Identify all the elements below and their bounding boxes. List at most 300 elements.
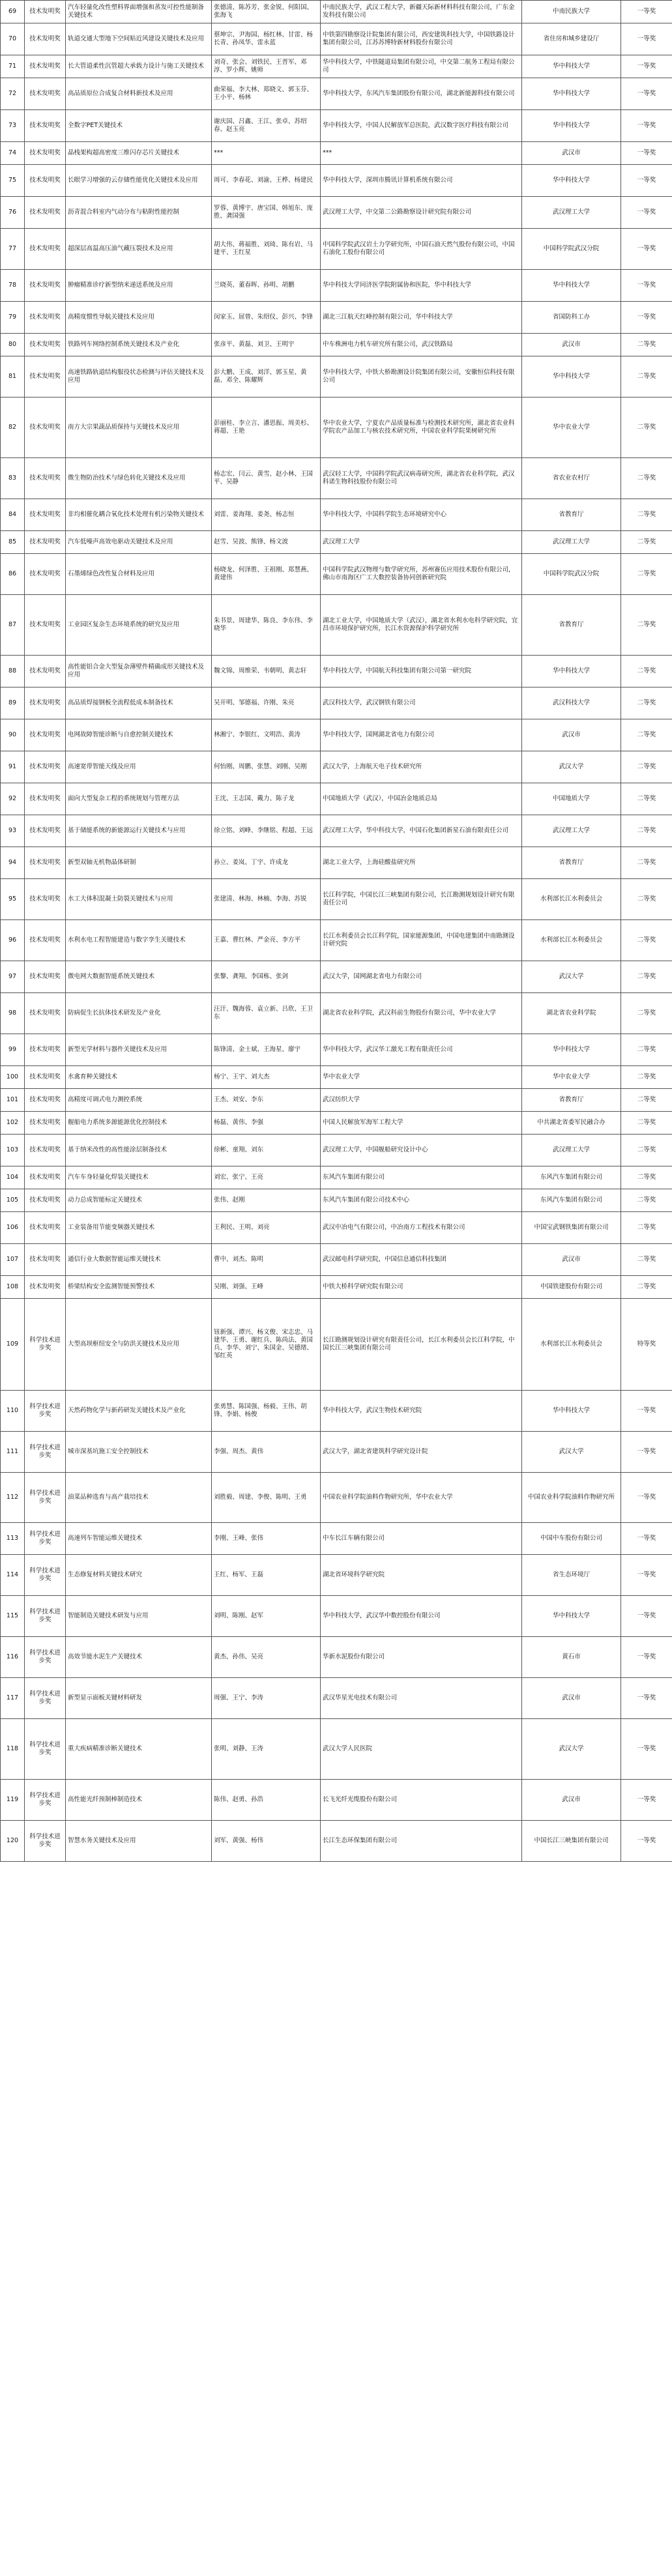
recommender-cell: 武汉市	[522, 334, 621, 356]
award-level-cell: 二等奖	[621, 961, 672, 993]
award-type-cell: 技术发明奖	[25, 302, 66, 334]
completers-cell: 徐立铭、刘峰、李继铭、程超、王远	[212, 815, 321, 847]
award-level-cell: 一等奖	[621, 23, 672, 55]
completing-units-cell: 湖北工业大学，中国地质大学（武汉），湖北省水利水电科学研究院，宜昌市环境保护研究所，长江水资源保护科学研究所	[321, 595, 522, 656]
row-number-cell: 116	[1, 1637, 25, 1678]
project-name-cell: 南方大宗果蔬品质保持与关键技术及应用	[66, 398, 212, 458]
table-row	[1, 920, 672, 961]
completing-units-cell: 华中科技大学，东风汽车集团股份有限公司，湖北新能源科技有限公司	[321, 78, 522, 110]
row-number-cell: 80	[1, 334, 25, 356]
completers-cell: 汪汗、魏海蓉、袁立新、吕欣、王卫东	[212, 993, 321, 1034]
row-number-cell: 112	[1, 1473, 25, 1523]
award-type-cell: 技术发明奖	[25, 55, 66, 78]
row-number-cell: 94	[1, 847, 25, 879]
completing-units-cell: 中国科学院武汉物理与数学研究所，苏州赛伍应用技术股份有限公司，佛山市南海区广工大数控装备协同创新研究院	[321, 554, 522, 595]
recommender-cell: 武汉大学	[522, 751, 621, 783]
project-name-cell: 桥梁结构安全监测智能预警技术	[66, 1276, 212, 1299]
completing-units-cell: 华新水泥股份有限公司	[321, 1637, 522, 1678]
recommender-cell: 中国地质大学	[522, 783, 621, 815]
recommender-cell: 水利部长江水利委员会	[522, 879, 621, 920]
award-type-cell: 技术发明奖	[25, 595, 66, 656]
row-number-cell: 92	[1, 783, 25, 815]
recommender-cell: 武汉大学	[522, 1719, 621, 1780]
table-row	[1, 1135, 672, 1166]
project-name-cell: 水利水电工程智能建造与数字孪生关键技术	[66, 920, 212, 961]
completers-cell: 周可、李春花、刘渝、王桦、杨建民	[212, 165, 321, 197]
completing-units-cell: 长江生态环保集团有限公司	[321, 1821, 522, 1862]
recommender-cell: 中国农业科学院油料作物研究所	[522, 1473, 621, 1523]
recommender-cell: 武汉理工大学	[522, 1135, 621, 1166]
completing-units-cell: 华中科技大学，武汉生物技术研究院	[321, 1391, 522, 1432]
completers-cell: 魏文锦、周维荣、韦朝明、黄志轩	[212, 656, 321, 687]
completers-cell: 李强、周杰、黄伟	[212, 1432, 321, 1473]
row-number-cell: 106	[1, 1212, 25, 1244]
completing-units-cell: 华中科技大学，中国人民解放军总医院，武汉数字医疗科技有限公司	[321, 110, 522, 142]
table-row	[1, 961, 672, 993]
row-number-cell: 99	[1, 1034, 25, 1066]
award-level-cell: 二等奖	[621, 656, 672, 687]
completing-units-cell: 华中科技大学同济医学院附属协和医院，华中科技大学	[321, 270, 522, 302]
completing-units-cell: 华中科技大学，国网湖北省电力有限公司	[321, 719, 522, 751]
table-row	[1, 1034, 672, 1066]
row-number-cell: 97	[1, 961, 25, 993]
row-number-cell: 82	[1, 398, 25, 458]
award-level-cell: 一等奖	[621, 1523, 672, 1555]
table-row	[1, 1189, 672, 1212]
table-row	[1, 1780, 672, 1821]
award-level-cell: 一等奖	[621, 302, 672, 334]
table-row	[1, 302, 672, 334]
project-name-cell: 高效节能水泥生产关键技术	[66, 1637, 212, 1678]
completers-cell: 徐彬、童翔、刘东	[212, 1135, 321, 1166]
award-type-cell: 科学技术进步奖	[25, 1637, 66, 1678]
award-type-cell: 科学技术进步奖	[25, 1391, 66, 1432]
table-row	[1, 531, 672, 554]
completing-units-cell: 武汉轻工大学，中国科学院武汉病毒研究所，湖北省农业科学院，武汉科诺生物科技股份有限公司	[321, 458, 522, 499]
recommender-cell: 中国铁建股份有限公司	[522, 1276, 621, 1299]
completing-units-cell: 长飞光纤光缆股份有限公司	[321, 1780, 522, 1821]
recommender-cell: 水利部长江水利委员会	[522, 920, 621, 961]
completing-units-cell: 武汉大学，国网湖北省电力有限公司	[321, 961, 522, 993]
completers-cell: 刘胜毅、周建、李俊、陈明、王勇	[212, 1473, 321, 1523]
project-name-cell: 全数字PET关键技术	[66, 110, 212, 142]
completing-units-cell: 湖北省农业科学院，武汉科前生物股份有限公司，华中农业大学	[321, 993, 522, 1034]
award-type-cell: 技术发明奖	[25, 751, 66, 783]
project-name-cell: 微生物防治技术与绿色转化关键技术及应用	[66, 458, 212, 499]
award-level-cell: 一等奖	[621, 1391, 672, 1432]
row-number-cell: 114	[1, 1555, 25, 1596]
completing-units-cell: 华中科技大学，武汉华工激光工程有限责任公司	[321, 1034, 522, 1066]
award-level-cell: 二等奖	[621, 1066, 672, 1089]
completing-units-cell: 武汉中冶电气有限公司，中冶南方工程技术有限公司	[321, 1212, 522, 1244]
row-number-cell: 72	[1, 78, 25, 110]
award-type-cell: 技术发明奖	[25, 78, 66, 110]
recommender-cell: 中南民族大学	[522, 1, 621, 23]
table-row	[1, 1473, 672, 1523]
completing-units-cell: 长江勘测规划设计研究有限责任公司，长江水利委员会长江科学院，中国长江三峡集团有限公司	[321, 1299, 522, 1391]
table-row	[1, 993, 672, 1034]
project-name-cell: 电网故障智能诊断与自愈控制关键技术	[66, 719, 212, 751]
recommender-cell: 华中科技大学	[522, 1596, 621, 1637]
project-name-cell: 水禽育种关键技术	[66, 1066, 212, 1089]
award-type-cell: 技术发明奖	[25, 270, 66, 302]
completers-cell: 彭大鹏、王成、刘洋、郭玉星、黄磊、邓全、陈耀辉	[212, 356, 321, 398]
project-name-cell: 防病促生长抗体技术研发及产业化	[66, 993, 212, 1034]
row-number-cell: 73	[1, 110, 25, 142]
recommender-cell: 华中科技大学	[522, 78, 621, 110]
recommender-cell: 省教育厅	[522, 595, 621, 656]
project-name-cell: 生态修复材料关键技术研究	[66, 1555, 212, 1596]
recommender-cell: 省教育厅	[522, 847, 621, 879]
award-type-cell: 技术发明奖	[25, 1166, 66, 1189]
completing-units-cell: 武汉理工大学	[321, 531, 522, 554]
completing-units-cell: 中南民族大学，武汉工程大学，新疆天际新材料科技有限公司，广东金发科技有限公司	[321, 1, 522, 23]
award-type-cell: 技术发明奖	[25, 398, 66, 458]
project-name-cell: 智慧水务关键技术及应用	[66, 1821, 212, 1862]
award-level-cell: 二等奖	[621, 879, 672, 920]
row-number-cell: 108	[1, 1276, 25, 1299]
award-type-cell: 技术发明奖	[25, 1212, 66, 1244]
row-number-cell: 90	[1, 719, 25, 751]
completers-cell: 张黎、龚翔、李国栋、张剑	[212, 961, 321, 993]
table-row	[1, 1166, 672, 1189]
award-level-cell: 一等奖	[621, 110, 672, 142]
award-level-cell: 二等奖	[621, 1135, 672, 1166]
row-number-cell: 119	[1, 1780, 25, 1821]
row-number-cell: 113	[1, 1523, 25, 1555]
project-name-cell: 工业装备用节能变频器关键技术	[66, 1212, 212, 1244]
table-row	[1, 879, 672, 920]
completing-units-cell: 华中科技大学，中铁大桥勘测设计院集团有限公司，安徽恒信科技有限公司	[321, 356, 522, 398]
project-name-cell: 非均相催化耦合氧化技术处理有机污染物关键技术	[66, 499, 212, 531]
completing-units-cell: 华中科技大学，中铁隧道局集团有限公司，中交第二航务工程局有限公司	[321, 55, 522, 78]
project-name-cell: 长眼学习增强的云存储性能优化关键技术及应用	[66, 165, 212, 197]
completers-cell: 曹中、刘杰、陈明	[212, 1244, 321, 1276]
table-row	[1, 142, 672, 165]
recommender-cell: 水利部长江水利委员会	[522, 1299, 621, 1391]
row-number-cell: 107	[1, 1244, 25, 1276]
table-row	[1, 1555, 672, 1596]
row-number-cell: 103	[1, 1135, 25, 1166]
project-name-cell: 天然药物化学与新药研发关键技术及产业化	[66, 1391, 212, 1432]
award-level-cell: 二等奖	[621, 499, 672, 531]
completing-units-cell: 武汉纺织大学	[321, 1089, 522, 1112]
table-row	[1, 334, 672, 356]
award-level-cell: 一等奖	[621, 55, 672, 78]
completing-units-cell: 东风汽车集团有限公司	[321, 1166, 522, 1189]
completing-units-cell: 华中科技大学，深圳市腾讯计算机系统有限公司	[321, 165, 522, 197]
completers-cell: 杨宁、王宇、刘大杰	[212, 1066, 321, 1089]
table-row	[1, 55, 672, 78]
award-type-cell: 技术发明奖	[25, 1189, 66, 1212]
award-level-cell: 一等奖	[621, 270, 672, 302]
award-type-cell: 科学技术进步奖	[25, 1299, 66, 1391]
award-type-cell: 技术发明奖	[25, 1066, 66, 1089]
completers-cell: 杨磊、黄伟、李强	[212, 1112, 321, 1135]
recommender-cell: 省教育厅	[522, 1089, 621, 1112]
recommender-cell: 华中科技大学	[522, 656, 621, 687]
award-level-cell: 二等奖	[621, 719, 672, 751]
award-level-cell: 一等奖	[621, 1596, 672, 1637]
award-level-cell: 二等奖	[621, 554, 672, 595]
award-type-cell: 技术发明奖	[25, 847, 66, 879]
completers-cell: 王杰、刘安、李东	[212, 1089, 321, 1112]
row-number-cell: 120	[1, 1821, 25, 1862]
award-type-cell: 技术发明奖	[25, 1112, 66, 1135]
award-level-cell: 二等奖	[621, 1089, 672, 1112]
table-row	[1, 458, 672, 499]
row-number-cell: 87	[1, 595, 25, 656]
completers-cell: 赵雪、吴波、熊锋、杨文波	[212, 531, 321, 554]
award-level-cell: 一等奖	[621, 1780, 672, 1821]
recommender-cell: 中国宝武钢铁集团有限公司	[522, 1212, 621, 1244]
award-level-cell: 二等奖	[621, 920, 672, 961]
completing-units-cell: 武汉华星光电技术有限公司	[321, 1678, 522, 1719]
project-name-cell: 高速铁路轨道结构服役状态检测与评估关键技术及应用	[66, 356, 212, 398]
project-name-cell: 长大管道柔性沉管超大承载力设计与施工关键技术	[66, 55, 212, 78]
table-row	[1, 23, 672, 55]
project-name-cell: 超深层高温高压油气藏压裂技术及应用	[66, 229, 212, 270]
table-row	[1, 1244, 672, 1276]
completing-units-cell: ***	[321, 142, 522, 165]
award-type-cell: 技术发明奖	[25, 165, 66, 197]
completers-cell: 兰晓英、董春晖、孙明、胡鹏	[212, 270, 321, 302]
award-type-cell: 技术发明奖	[25, 1089, 66, 1112]
row-number-cell: 98	[1, 993, 25, 1034]
completing-units-cell: 中铁大桥科学研究院有限公司	[321, 1276, 522, 1299]
completers-cell: 吴刚、刘强、王峰	[212, 1276, 321, 1299]
completers-cell: 刘奇、张会、刘铁民、王晋军、邓淳、罗小辉、姚师	[212, 55, 321, 78]
recommender-cell: 湖北省农业科学院	[522, 993, 621, 1034]
table-row	[1, 110, 672, 142]
award-type-cell: 科学技术进步奖	[25, 1596, 66, 1637]
completers-cell: 吴开明、邹德福、许刚、朱亮	[212, 687, 321, 719]
award-level-cell: 二等奖	[621, 751, 672, 783]
table-row	[1, 499, 672, 531]
award-type-cell: 科学技术进步奖	[25, 1821, 66, 1862]
award-type-cell: 技术发明奖	[25, 1135, 66, 1166]
row-number-cell: 78	[1, 270, 25, 302]
completers-cell: 张明、刘静、王涛	[212, 1719, 321, 1780]
award-level-cell: 二等奖	[621, 1189, 672, 1212]
award-type-cell: 技术发明奖	[25, 554, 66, 595]
completing-units-cell: 湖北工业大学，上海硅酸盐研究所	[321, 847, 522, 879]
project-name-cell: 舰船电力系统多源能源优化控制技术	[66, 1112, 212, 1135]
award-level-cell: 二等奖	[621, 1212, 672, 1244]
award-level-cell: 一等奖	[621, 1, 672, 23]
row-number-cell: 111	[1, 1432, 25, 1473]
table-row	[1, 1112, 672, 1135]
award-type-cell: 科学技术进步奖	[25, 1555, 66, 1596]
project-name-cell: 基于纳米改性的高性能涂层制备技术	[66, 1135, 212, 1166]
award-level-cell: 一等奖	[621, 197, 672, 229]
award-level-cell: 二等奖	[621, 1034, 672, 1066]
table-row	[1, 1089, 672, 1112]
award-type-cell: 技术发明奖	[25, 879, 66, 920]
row-number-cell: 101	[1, 1089, 25, 1112]
award-type-cell: 技术发明奖	[25, 334, 66, 356]
table-row	[1, 719, 672, 751]
completers-cell: 杨晓龙、何泽胜、王祖刚、郑慧燕、黄建伟	[212, 554, 321, 595]
recommender-cell: 华中科技大学	[522, 110, 621, 142]
row-number-cell: 104	[1, 1166, 25, 1189]
completing-units-cell: 武汉邮电科学研究院，中国信息通信科技集团	[321, 1244, 522, 1276]
award-level-cell: 二等奖	[621, 1276, 672, 1299]
recommender-cell: 武汉市	[522, 719, 621, 751]
completers-cell: 杨志宏、闫云、黄雪、赵小林、王国平、吴静	[212, 458, 321, 499]
recommender-cell: 华中科技大学	[522, 356, 621, 398]
table-row	[1, 1276, 672, 1299]
row-number-cell: 70	[1, 23, 25, 55]
award-level-cell: 二等奖	[621, 398, 672, 458]
row-number-cell: 117	[1, 1678, 25, 1719]
completing-units-cell: 华中科技大学，中国科学院生态环境研究中心	[321, 499, 522, 531]
recommender-cell: 华中科技大学	[522, 55, 621, 78]
table-row	[1, 1432, 672, 1473]
table-row	[1, 197, 672, 229]
award-type-cell: 技术发明奖	[25, 1244, 66, 1276]
award-type-cell: 技术发明奖	[25, 142, 66, 165]
recommender-cell: 省国防科工办	[522, 302, 621, 334]
completing-units-cell: 中国农业科学院油料作物研究所，华中农业大学	[321, 1473, 522, 1523]
table-row	[1, 595, 672, 656]
project-name-cell: 沥青混合料室内气动分布与粘附性能控制	[66, 197, 212, 229]
award-type-cell: 技术发明奖	[25, 110, 66, 142]
completing-units-cell: 武汉理工大学，中交第二公路勘察设计研究院有限公司	[321, 197, 522, 229]
award-type-cell: 科学技术进步奖	[25, 1523, 66, 1555]
award-level-cell: 二等奖	[621, 1112, 672, 1135]
completers-cell: 陈伟、赵勇、孙浩	[212, 1780, 321, 1821]
project-name-cell: 新型显示面板关键材料研发	[66, 1678, 212, 1719]
award-level-cell: 一等奖	[621, 165, 672, 197]
completers-cell: 蔡坤宗、尹海国、杨红林、甘雷、杨长青、孙凤华、雷永蓝	[212, 23, 321, 55]
table-row	[1, 1719, 672, 1780]
row-number-cell: 102	[1, 1112, 25, 1135]
completers-cell: 林湘宁、李银红、文明浩、黄涛	[212, 719, 321, 751]
row-number-cell: 83	[1, 458, 25, 499]
completing-units-cell: 华中农业大学，宁夏农产品质量标准与检测技术研究所，湖北省农业科学院农产品加工与核农技术研究所，中国农业科学院果树研究所	[321, 398, 522, 458]
row-number-cell: 75	[1, 165, 25, 197]
table-row	[1, 1637, 672, 1678]
completers-cell: 罗蓉、黄博宇、唐宝国、韩旭东、庞胜、龚国强	[212, 197, 321, 229]
completers-cell: 谢庆国、吕鑫、王江、张卓、苏绍春、赵玉亮	[212, 110, 321, 142]
row-number-cell: 84	[1, 499, 25, 531]
award-level-cell: 一等奖	[621, 1678, 672, 1719]
award-table-body	[1, 1, 672, 1862]
award-level-cell: 一等奖	[621, 229, 672, 270]
recommender-cell: 武汉大学	[522, 961, 621, 993]
table-row	[1, 1212, 672, 1244]
recommender-cell: 武汉市	[522, 1780, 621, 1821]
award-type-cell: 技术发明奖	[25, 815, 66, 847]
award-type-cell: 技术发明奖	[25, 1, 66, 23]
table-row	[1, 815, 672, 847]
completing-units-cell: 湖北省环境科学研究院	[321, 1555, 522, 1596]
project-name-cell: 基于储能系统的新能源运行关键技术与应用	[66, 815, 212, 847]
award-type-cell: 科学技术进步奖	[25, 1780, 66, 1821]
table-row	[1, 656, 672, 687]
row-number-cell: 110	[1, 1391, 25, 1432]
completing-units-cell: 武汉理工大学，中国舰船研究设计中心	[321, 1135, 522, 1166]
award-level-cell: 二等奖	[621, 356, 672, 398]
completers-cell: 王嘉、曹红林、严金亮、李方平	[212, 920, 321, 961]
award-type-cell: 科学技术进步奖	[25, 1719, 66, 1780]
completers-cell: 张勇慧、陈国强、杨毅、王伟、胡锋、李娟、杨俊	[212, 1391, 321, 1432]
award-type-cell: 技术发明奖	[25, 961, 66, 993]
completers-cell: 王沈、王志国、戴力、陈子龙	[212, 783, 321, 815]
completers-cell: 刘宏、张宁、王亮	[212, 1166, 321, 1189]
row-number-cell: 115	[1, 1596, 25, 1637]
award-type-cell: 科学技术进步奖	[25, 1432, 66, 1473]
recommender-cell: 中共湖北省委军民融合办	[522, 1112, 621, 1135]
recommender-cell: 省住房和城乡建设厅	[522, 23, 621, 55]
project-name-cell: 通信行业大数据智能运维关键技术	[66, 1244, 212, 1276]
project-name-cell: 肿瘤精准诊疗新型纳米递送系统及应用	[66, 270, 212, 302]
recommender-cell: 华中农业大学	[522, 398, 621, 458]
completers-cell: 刘雷、姜海翔、姜尧、杨志恒	[212, 499, 321, 531]
table-row	[1, 1066, 672, 1089]
recommender-cell: 中国中车股份有限公司	[522, 1523, 621, 1555]
table-row	[1, 165, 672, 197]
award-level-cell: 特等奖	[621, 1299, 672, 1391]
row-number-cell: 69	[1, 1, 25, 23]
completers-cell: 钮新强、谭兴、杨文俊、宋志忠、马建华、王勇、谢红兵、陈尚法、黄国兵、李华、刘宁、朱国金、吴德绪、邹红英	[212, 1299, 321, 1391]
recommender-cell: 华中科技大学	[522, 270, 621, 302]
completers-cell: 张伟、赵刚	[212, 1189, 321, 1212]
project-name-cell: 铁路列车网络控制系统关键技术及产业化	[66, 334, 212, 356]
recommender-cell: 中国科学院武汉分院	[522, 554, 621, 595]
completing-units-cell: 中国科学院武汉岩土力学研究所，中国石油天然气股份有限公司，中国石油化工股份有限公司	[321, 229, 522, 270]
project-name-cell: 汽车车身轻量化焊装关键技术	[66, 1166, 212, 1189]
project-name-cell: 高精度可调式电力测控系统	[66, 1089, 212, 1112]
project-name-cell: 大型高坝枢纽安全与防洪关键技术及应用	[66, 1299, 212, 1391]
award-type-cell: 技术发明奖	[25, 920, 66, 961]
project-name-cell: 高品质焊接钢板全流程低成本制备技术	[66, 687, 212, 719]
completers-cell: 何怡刚、周鹏、张慧、刘刚、吴刚	[212, 751, 321, 783]
table-row	[1, 1391, 672, 1432]
award-level-cell: 二等奖	[621, 783, 672, 815]
award-type-cell: 技术发明奖	[25, 197, 66, 229]
completing-units-cell: 武汉大学，上海航天电子技术研究所	[321, 751, 522, 783]
row-number-cell: 71	[1, 55, 25, 78]
award-level-cell: 二等奖	[621, 334, 672, 356]
award-level-cell: 二等奖	[621, 815, 672, 847]
award-type-cell: 技术发明奖	[25, 656, 66, 687]
completing-units-cell: 长江科学院，中国长江三峡集团有限公司，长江勘测规划设计研究有限责任公司	[321, 879, 522, 920]
completers-cell: 周强、王宁、李涛	[212, 1678, 321, 1719]
project-name-cell: 智能制造关键技术研发与应用	[66, 1596, 212, 1637]
award-level-cell: 一等奖	[621, 1432, 672, 1473]
project-name-cell: 城市深基坑施工安全控制技术	[66, 1432, 212, 1473]
table-row	[1, 270, 672, 302]
row-number-cell: 76	[1, 197, 25, 229]
award-level-cell: 二等奖	[621, 531, 672, 554]
recommender-cell: 武汉理工大学	[522, 531, 621, 554]
recommender-cell: 武汉理工大学	[522, 815, 621, 847]
row-number-cell: 85	[1, 531, 25, 554]
recommender-cell: 武汉科技大学	[522, 687, 621, 719]
award-type-cell: 技术发明奖	[25, 1276, 66, 1299]
completers-cell: 张德清、陈苏芳、张金锐、何阳国、张海飞	[212, 1, 321, 23]
project-name-cell: 水工大体积混凝土防裂关键技术与应用	[66, 879, 212, 920]
award-level-cell: 二等奖	[621, 687, 672, 719]
completing-units-cell: 武汉大学人民医院	[321, 1719, 522, 1780]
completers-cell: 刘明、陈刚、赵军	[212, 1596, 321, 1637]
recommender-cell: 华中科技大学	[522, 1034, 621, 1066]
table-row	[1, 78, 672, 110]
award-type-cell: 技术发明奖	[25, 687, 66, 719]
completing-units-cell: 华中农业大学	[321, 1066, 522, 1089]
